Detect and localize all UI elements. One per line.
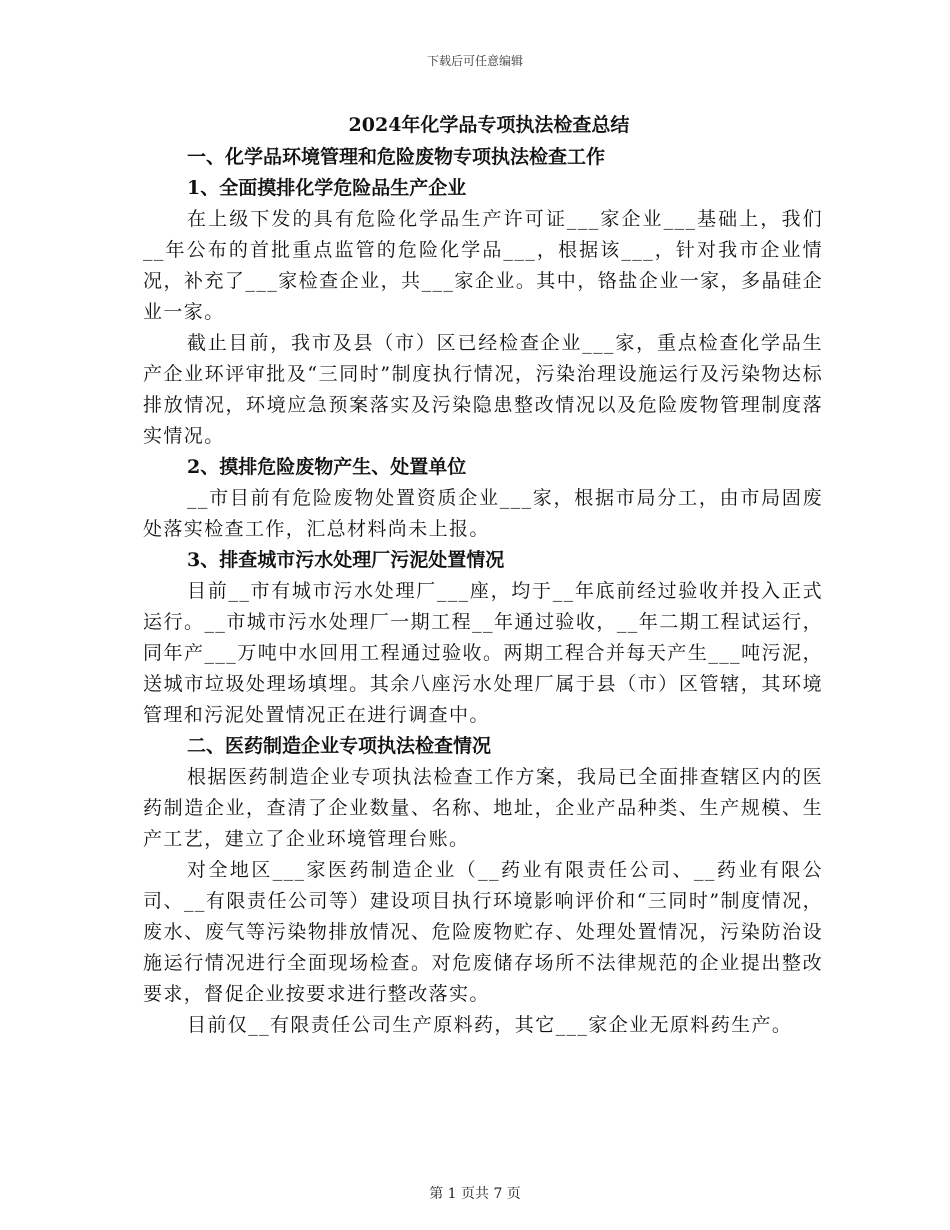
paragraph-2: 截止目前，我市及县（市）区已经检查企业___家，重点检查化学品生产企业环评审批及“三同时”制度执行情况，污染治理设施运行及污染物达标排放情况，环境应急预案落实及污染隐患整改情况以及危险废物管理制度落实情况。 — [143, 332, 823, 447]
subsection-1-2-heading: 2、摸排危险废物产生、处置单位 — [187, 456, 467, 478]
document-body — [143, 108, 823, 1041]
section-1-heading: 一、化学品环境管理和危险废物专项执法检查工作 — [187, 146, 606, 168]
paragraph-6: 对全地区___家医药制造企业（__药业有限责任公司、__药业有限公司、__有限责任公司等）建设项目执行环境影响评价和“三同时”制度情况，废水、废气等污染物排放情况、危险废物贮存、处理处置情况，污染防治设施运行情况进行全面现场检查。对危废储存场所不法律规范的企业提出整改要求，督促企业按要求进行整改落实。 — [143, 859, 823, 1005]
subsection-1-3-heading: 3、排查城市污水处理厂污泥处置情况 — [187, 549, 505, 571]
page-number: 第 1 页共 7 页 — [429, 1186, 521, 1202]
paragraph-5: 根据医药制造企业专项执法检查工作方案，我局已全面排查辖区内的医药制造企业，查清了企业数量、名称、地址，企业产品种类、生产规模、生产工艺，建立了企业环境管理台账。 — [143, 766, 823, 850]
subsection-1-1-heading: 1、全面摸排化学危险品生产企业 — [187, 177, 467, 199]
page-header: 下载后可任意编辑 — [426, 54, 523, 68]
document-title: 2024年化学品专项执法检查总结 — [348, 114, 630, 136]
paragraph-4: 目前__市有城市污水处理厂___座，均于__年底前经过验收并投入正式运行。__市城市污水处理厂一期工程__年通过验收，__年二期工程试运行，同年产___万吨中水回用工程通过验收。两期工程合并每天产生___吨污泥，送城市垃圾处理场填埋。其余八座污水处理厂属于县（市）区管辖，其环境管理和污泥处置情况正在进行调查中。 — [143, 580, 823, 726]
paragraph-7: 目前仅__有限责任公司生产原料药，其它___家企业无原料药生产。 — [187, 1014, 793, 1036]
paragraph-1: 在上级下发的具有危险化学品生产许可证___家企业___基础上，我们__年公布的首批重点监管的危险化学品___，根据该___，针对我市企业情况，补充了___家检查企业，共___家企业。其中，铬盐企业一家，多晶硅企业一家。 — [143, 208, 823, 323]
section-2-heading: 二、医药制造企业专项执法检查情况 — [187, 735, 492, 757]
paragraph-3: __市目前有危险废物处置资质企业___家，根据市局分工，由市局固废处落实检查工作，汇总材料尚未上报。 — [143, 487, 823, 540]
